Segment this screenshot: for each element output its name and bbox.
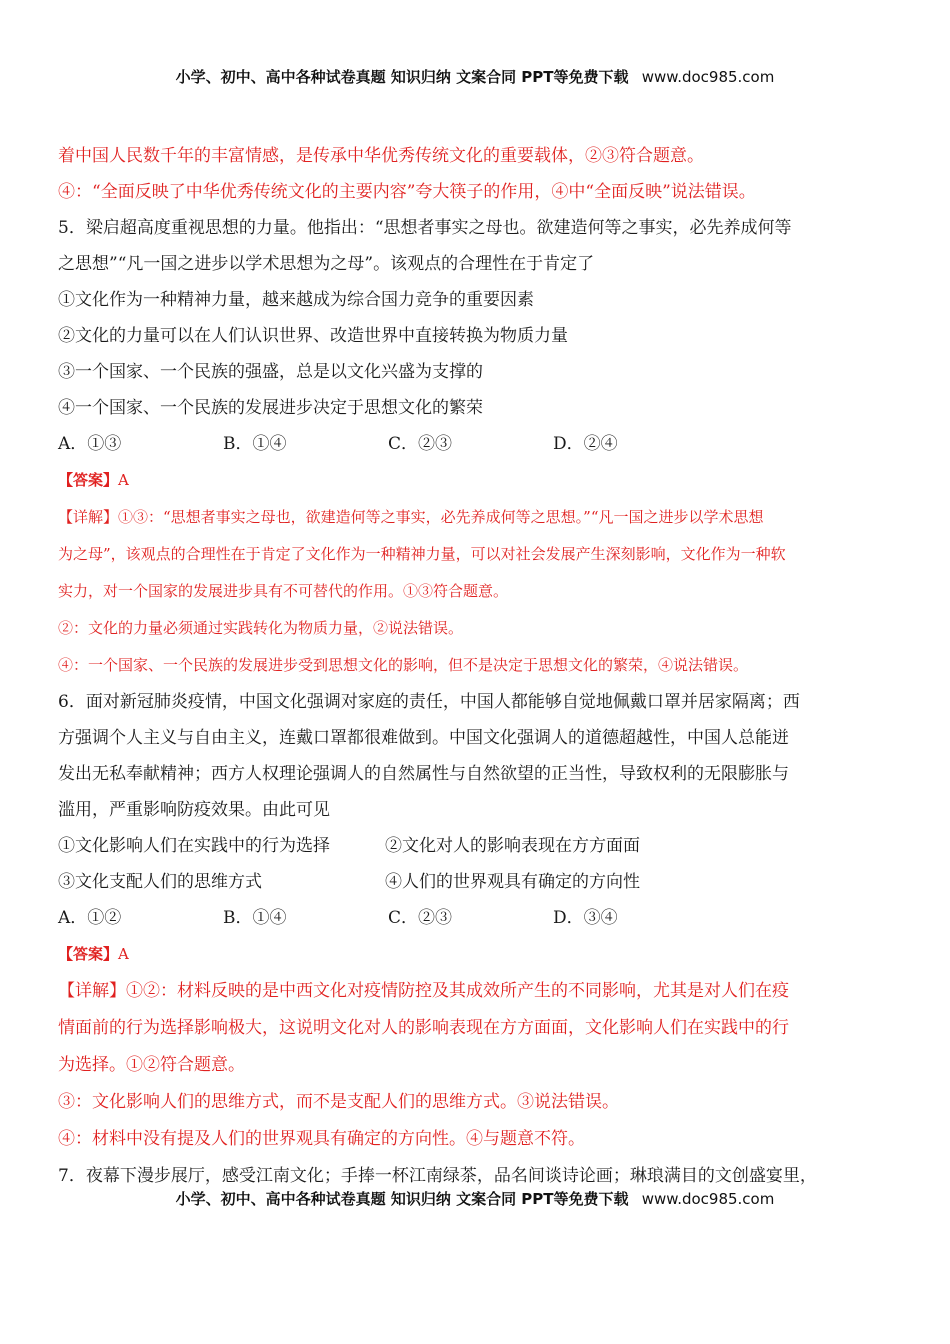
q6-stem-line-1: 6．面对新冠肺炎疫情，中国文化强调对家庭的责任，中国人都能够自觉地佩戴口罩并居家隔离；西 [58,692,800,712]
header-url[interactable]: www.doc985.com [641,68,775,86]
q5-explain-line-4: ②：文化的力量必须通过实践转化为物质力量，②说法错误。 [58,619,464,637]
q6-stem-line-3: 发出无私奉献精神；西方人权理论强调人的自然属性与自然欲望的正当性，导致权利的无限膨胀与 [58,764,789,784]
page-footer [0,1188,950,1209]
q6-item-2: ②文化对人的影响表现在方方面面 [385,836,640,856]
q6-item-1: ①文化影响人们在实践中的行为选择 [58,836,330,856]
footer-text: 小学、初中、高中各种试卷真题 知识归纳 文案合同 PPT等免费下载 [175,1190,629,1208]
q6-answer-label: 【答案】 [58,945,119,963]
q6-explain-line-5: ④：材料中没有提及人们的世界观具有确定的方向性。④与题意不符。 [58,1129,585,1149]
q6-options [58,900,894,936]
q5-explain-line-5: ④：一个国家、一个民族的发展进步受到思想文化的影响，但不是决定于思想文化的繁荣，④说法错误。 [58,656,749,674]
q5-explain-line-2: 为之母”，该观点的合理性在于肯定了文化作为一种精神力量，可以对社会发展产生深刻影响，文化作为一种软 [58,545,786,563]
q6-option-d: D．③④ [553,908,618,928]
q6-answer-value: A [118,945,129,963]
q5-item-2: ②文化的力量可以在人们认识世界、改造世界中直接转换为物质力量 [58,326,568,346]
q5-stem-line-1: 5．梁启超高度重视思想的力量。他指出：“思想者事实之母也。欲建造何等之事实，必先养成何等 [58,218,792,238]
document-body [58,138,894,1194]
q5-item-3: ③一个国家、一个民族的强盛，总是以文化兴盛为支撑的 [58,362,483,382]
q6-stem-line-2: 方强调个人主义与自由主义，连戴口罩都很难做到。中国文化强调人的道德超越性，中国人总能迸 [58,728,789,748]
q6-item-3: ③文化支配人们的思维方式 [58,872,262,892]
q5-explain-text-1: ①③：“思想者事实之母也，欲建造何等之事实，必先养成何等之思想。”“凡一国之进步以学术思想 [118,508,764,526]
q6-items-row-1 [58,828,894,864]
q5-item-4: ④一个国家、一个民族的发展进步决定于思想文化的繁荣 [58,398,483,418]
prev-explain-line-1: 着中国人民数千年的丰富情感，是传承中华优秀传统文化的重要载体，②③符合题意。 [58,146,704,166]
q5-answer-value: A [118,471,129,489]
q6-option-a: A．①② [58,908,122,928]
q6-explain-text-1: ①②：材料反映的是中西文化对疫情防控及其成效所产生的不同影响，尤其是对人们在疫 [126,981,789,1001]
q5-explain-line-3: 实力，对一个国家的发展进步具有不可替代的作用。①③符合题意。 [58,582,509,600]
q6-item-4: ④人们的世界观具有确定的方向性 [385,872,640,892]
q5-explain-line-1 [58,499,894,536]
q5-option-c: C．②③ [388,434,453,454]
q6-explain-label: 【详解】 [58,981,126,1001]
q5-option-a: A．①③ [58,434,122,454]
prev-explain-line-2: ④：“全面反映了中华优秀传统文化的主要内容”夸大筷子的作用，④中“全面反映”说法错误。 [58,182,756,202]
q5-explain-label: 【详解】 [58,508,119,526]
q6-explain-line-1 [58,973,894,1010]
q6-stem-line-4: 滥用，严重影响防疫效果。由此可见 [58,800,330,820]
footer-url[interactable]: www.doc985.com [641,1190,775,1208]
q6-answer [58,936,894,973]
q6-explain-line-4: ③：文化影响人们的思维方式，而不是支配人们的思维方式。③说法错误。 [58,1092,619,1112]
q6-explain-line-2: 情面前的行为选择影响极大，这说明文化对人的影响表现在方方面面，文化影响人们在实践中的行 [58,1018,789,1038]
q5-item-1: ①文化作为一种精神力量，越来越成为综合国力竞争的重要因素 [58,290,534,310]
q5-answer [58,462,894,499]
q5-option-b: B．①④ [223,434,287,454]
header-text: 小学、初中、高中各种试卷真题 知识归纳 文案合同 PPT等免费下载 [175,68,629,86]
q5-stem-line-2: 之思想”“凡一国之进步以学术思想为之母”。该观点的合理性在于肯定了 [58,254,595,274]
q5-option-d: D．②④ [553,434,618,454]
q5-options [58,426,894,462]
q6-option-b: B．①④ [223,908,287,928]
q6-explain-line-3: 为选择。①②符合题意。 [58,1055,245,1075]
q7-stem-line-1: 7．夜幕下漫步展厅，感受江南文化；手捧一杯江南绿茶，品名间谈诗论画；琳琅满目的文创盛宴里， [58,1166,817,1186]
q5-answer-label: 【答案】 [58,471,119,489]
q6-option-c: C．②③ [388,908,453,928]
q6-items-row-2 [58,864,894,900]
page-header [0,66,950,87]
